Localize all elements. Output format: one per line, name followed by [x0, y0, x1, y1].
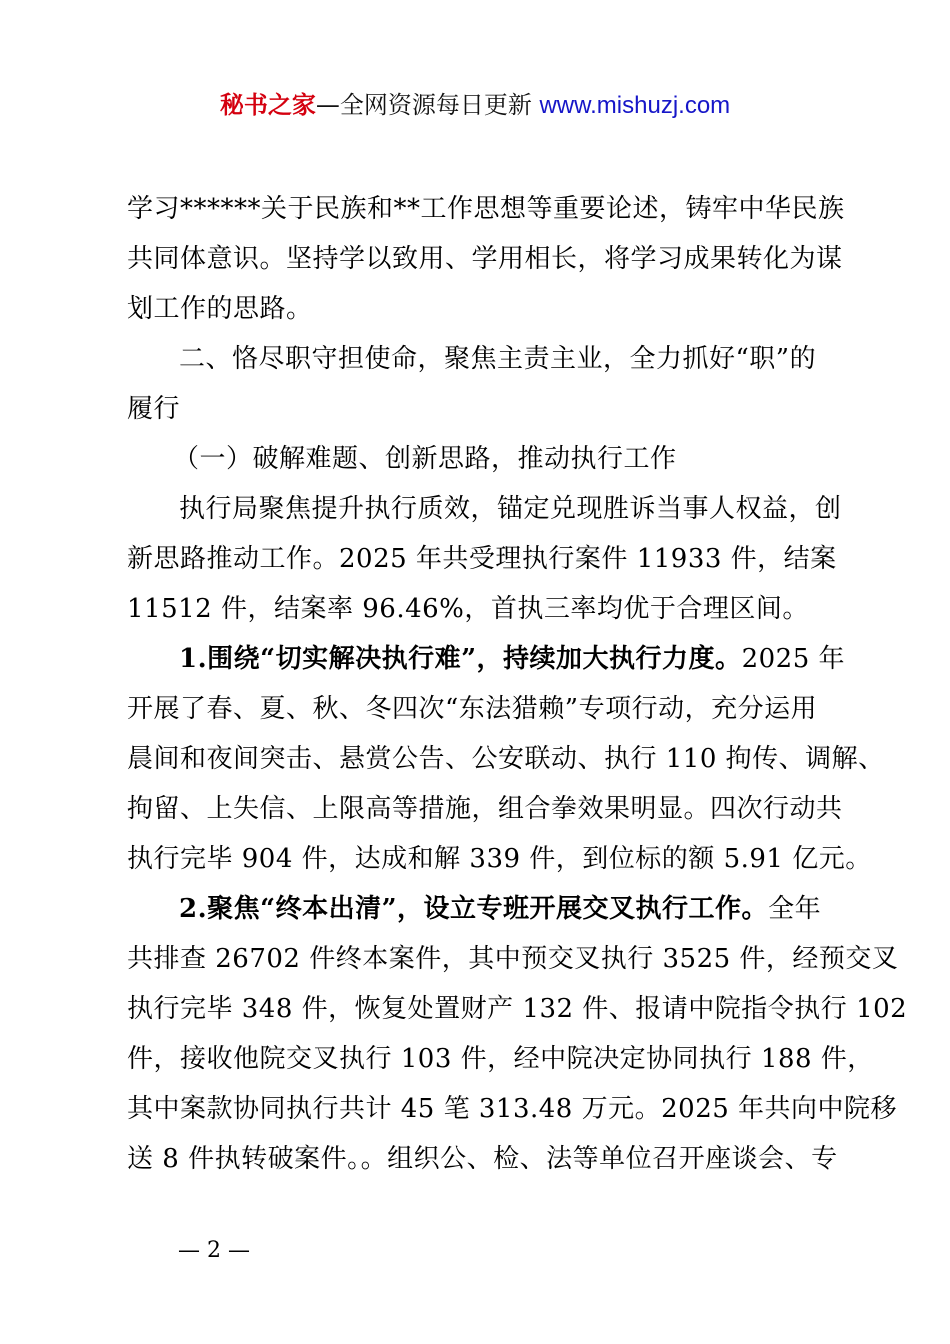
paragraph-start: 2.聚焦“终本出清”，设立专班开展交叉执行工作。全年 [179, 894, 822, 924]
page-header [0, 88, 950, 123]
bold-lead: 1.围绕“切实解决执行难”，持续加大执行力度。 [179, 644, 742, 674]
body-line: 划工作的思路。 [127, 294, 313, 324]
body-line: 拘留、上失信、上限高等措施，组合拳效果明显。四次行动共 [127, 794, 843, 824]
body-line: 晨间和夜间突击、悬赏公告、公安联动、执行 110 拘传、调解、 [127, 744, 885, 774]
brand-name: 秘书之家 [219, 91, 316, 119]
body-line: 执行完毕 348 件，恢复处置财产 132 件、报请中院指令执行 102 [127, 994, 908, 1024]
body-line: 执行完毕 904 件，达成和解 339 件，到位标的额 5.91 亿元。 [127, 844, 872, 874]
body-line: 其中案款协同执行共计 45 笔 313.48 万元。2025 年共向中院移 [127, 1094, 898, 1124]
body-line: 学习******关于民族和**工作思想等重要论述，铸牢中华民族 [127, 194, 845, 224]
body-line: 开展了春、夏、秋、冬四次“东法猎赖”专项行动，充分运用 [127, 694, 818, 724]
body-line: 共排查 26702 件终本案件，其中预交叉执行 3525 件，经预交叉 [127, 944, 899, 974]
body-line: 送 8 件执转破案件。。组织公、检、法等单位召开座谈会、专 [127, 1144, 838, 1174]
section-heading-cont: 履行 [127, 394, 181, 424]
body-line: 11512 件，结案率 96.46%，首执三率均优于合理区间。 [127, 594, 809, 624]
page-number: — 2 — [178, 1238, 250, 1263]
body-line: 件，接收他院交叉执行 103 件，经中院决定协同执行 188 件， [127, 1044, 874, 1074]
body-line: 共同体意识。坚持学以致用、学用相长，将学习成果转化为谋 [127, 244, 843, 274]
paragraph-start: 1.围绕“切实解决执行难”，持续加大执行力度。2025 年 [179, 644, 845, 674]
bold-lead: 2.聚焦“终本出清”，设立专班开展交叉执行工作。 [179, 894, 769, 924]
header-slogan: —全网资源每日更新 [315, 91, 540, 119]
subsection-heading: （一）破解难题、创新思路，推动执行工作 [173, 444, 677, 474]
body-line: 新思路推动工作。2025 年共受理执行案件 11933 件，结案 [127, 544, 837, 574]
section-heading: 二、恪尽职守担使命，聚焦主责主业，全力抓好“职”的 [179, 344, 817, 374]
paragraph-start: 执行局聚焦提升执行质效，锚定兑现胜诉当事人权益，创 [179, 494, 842, 524]
website-link[interactable]: www.mishuzj.com [539, 92, 731, 119]
document-body [127, 184, 908, 1184]
